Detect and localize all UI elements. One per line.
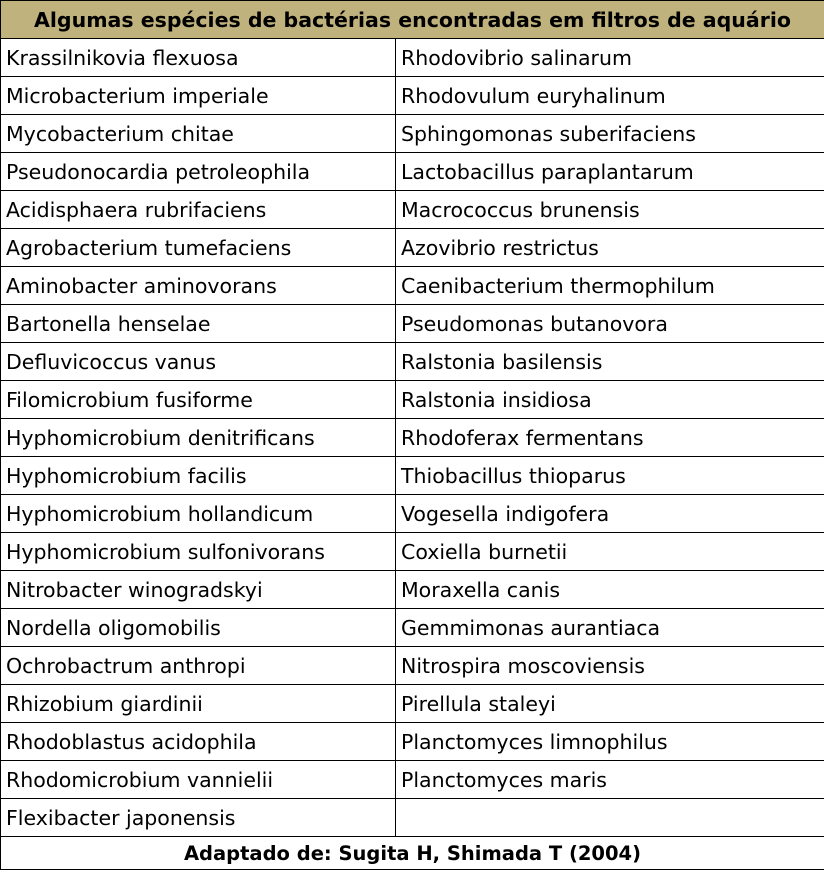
species-cell-right: Macrococcus brunensis bbox=[396, 191, 824, 229]
species-cell-left: Hyphomicrobium denitrificans bbox=[1, 419, 396, 457]
table-row bbox=[1, 609, 824, 647]
table-row bbox=[1, 457, 824, 495]
species-cell-left: Aminobacter aminovorans bbox=[1, 267, 396, 305]
table-row bbox=[1, 115, 824, 153]
species-cell-left: Flexibacter japonensis bbox=[1, 799, 396, 837]
species-cell-right: Ralstonia insidiosa bbox=[396, 381, 824, 419]
species-cell-right: Planctomyces maris bbox=[396, 761, 824, 799]
species-cell-left: Mycobacterium chitae bbox=[1, 115, 396, 153]
species-cell-right: Gemmimonas aurantiaca bbox=[396, 609, 824, 647]
species-cell-right: Vogesella indigofera bbox=[396, 495, 824, 533]
species-cell-right: Sphingomonas suberifaciens bbox=[396, 115, 824, 153]
table-row bbox=[1, 229, 824, 267]
table-row bbox=[1, 381, 824, 419]
species-cell-left: Nitrobacter winogradskyi bbox=[1, 571, 396, 609]
species-cell-left: Filomicrobium fusiforme bbox=[1, 381, 396, 419]
table-title: Algumas espécies de bactérias encontradas em filtros de aquário bbox=[1, 1, 824, 39]
species-cell-right: Pirellula staleyi bbox=[396, 685, 824, 723]
species-cell-right: Planctomyces limnophilus bbox=[396, 723, 824, 761]
species-cell-right: Rhodovibrio salinarum bbox=[396, 39, 824, 77]
species-rows bbox=[1, 39, 824, 837]
species-cell-right: Azovibrio restrictus bbox=[396, 229, 824, 267]
species-cell-left: Acidisphaera rubrifaciens bbox=[1, 191, 396, 229]
species-cell-left: Nordella oligomobilis bbox=[1, 609, 396, 647]
species-cell-left: Hyphomicrobium facilis bbox=[1, 457, 396, 495]
species-cell-right: Coxiella burnetii bbox=[396, 533, 824, 571]
species-cell-right: Rhodoferax fermentans bbox=[396, 419, 824, 457]
table-row bbox=[1, 343, 824, 381]
table-row bbox=[1, 647, 824, 685]
species-cell-right: Thiobacillus thioparus bbox=[396, 457, 824, 495]
table-row bbox=[1, 191, 824, 229]
table-row bbox=[1, 305, 824, 343]
species-cell-left: Agrobacterium tumefaciens bbox=[1, 229, 396, 267]
species-cell-left: Defluvicoccus vanus bbox=[1, 343, 396, 381]
species-cell-left: Ochrobactrum anthropi bbox=[1, 647, 396, 685]
table-row bbox=[1, 419, 824, 457]
table-row bbox=[1, 571, 824, 609]
table-row bbox=[1, 799, 824, 837]
species-cell-left: Hyphomicrobium hollandicum bbox=[1, 495, 396, 533]
table-row bbox=[1, 495, 824, 533]
table-row bbox=[1, 267, 824, 305]
footer-row bbox=[1, 837, 824, 870]
species-cell-right: Pseudomonas butanovora bbox=[396, 305, 824, 343]
species-cell-left: Rhizobium giardinii bbox=[1, 685, 396, 723]
species-cell-right: Caenibacterium thermophilum bbox=[396, 267, 824, 305]
table-row bbox=[1, 77, 824, 115]
species-cell-left: Krassilnikovia flexuosa bbox=[1, 39, 396, 77]
species-cell-left: Hyphomicrobium sulfonivorans bbox=[1, 533, 396, 571]
species-cell-right bbox=[396, 799, 824, 837]
species-cell-left: Rhodomicrobium vannielii bbox=[1, 761, 396, 799]
table-row bbox=[1, 723, 824, 761]
table-row bbox=[1, 153, 824, 191]
species-cell-left: Pseudonocardia petroleophila bbox=[1, 153, 396, 191]
species-cell-left: Bartonella henselae bbox=[1, 305, 396, 343]
source-citation: Adaptado de: Sugita H, Shimada T (2004) bbox=[1, 837, 824, 870]
table-row bbox=[1, 533, 824, 571]
species-cell-right: Lactobacillus paraplantarum bbox=[396, 153, 824, 191]
table-row bbox=[1, 685, 824, 723]
species-cell-right: Moraxella canis bbox=[396, 571, 824, 609]
species-cell-left: Rhodoblastus acidophila bbox=[1, 723, 396, 761]
species-cell-right: Ralstonia basilensis bbox=[396, 343, 824, 381]
header-row bbox=[1, 1, 824, 39]
table-row bbox=[1, 39, 824, 77]
species-cell-left: Microbacterium imperiale bbox=[1, 77, 396, 115]
species-cell-right: Rhodovulum euryhalinum bbox=[396, 77, 824, 115]
table-row bbox=[1, 761, 824, 799]
species-cell-right: Nitrospira moscoviensis bbox=[396, 647, 824, 685]
